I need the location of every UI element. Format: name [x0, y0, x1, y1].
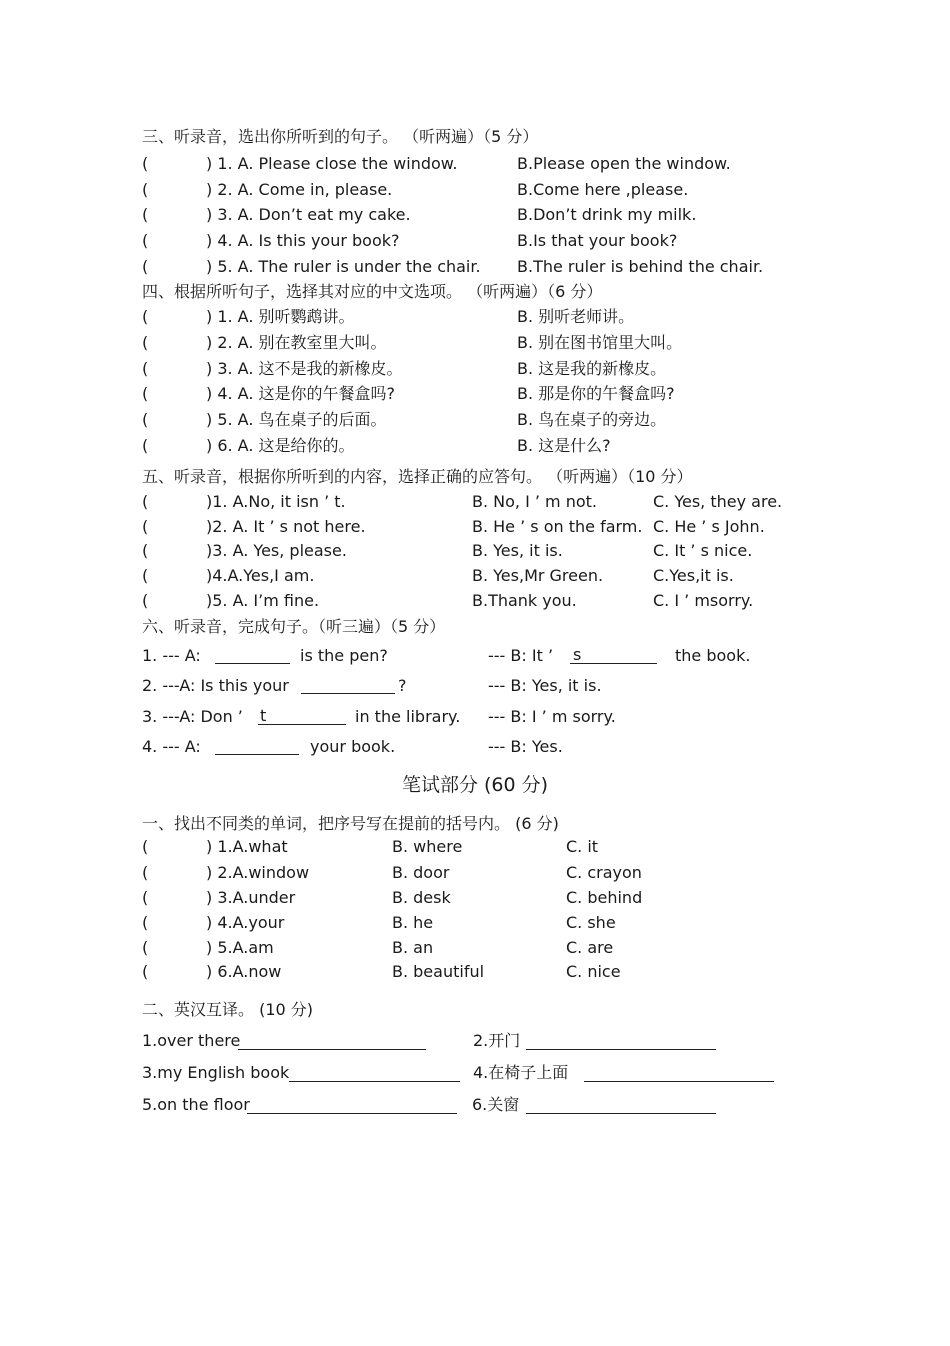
option-b: B.The ruler is behind the chair. [517, 257, 764, 276]
option-b: B. 这是什么? [517, 436, 611, 455]
option-a: ) 5. A. 鸟在桌子的后面。 [206, 410, 387, 429]
answer-blank[interactable] [289, 1065, 460, 1082]
answer-bracket: ( [142, 962, 149, 981]
option-a: ) 2.A.window [206, 863, 310, 882]
question-a: 4. --- A: [142, 737, 201, 756]
answer-bracket: ( [142, 384, 149, 403]
answer-bracket: ( [142, 307, 149, 326]
translate-left-prompt: 1.over there [142, 1031, 241, 1050]
answer-blank[interactable] [247, 1097, 457, 1114]
option-c: C. It ’ s nice. [653, 541, 753, 560]
translate-left-prompt: 5.on the floor [142, 1095, 250, 1114]
option-b: B.Is that your book? [517, 231, 678, 250]
translate-left-prompt: 3.my English book [142, 1063, 290, 1082]
option-b: B. Yes, it is. [472, 541, 563, 560]
option-b: B. No, I ’ m not. [472, 492, 598, 511]
answer-bracket: ( [142, 231, 149, 250]
answer-blank[interactable] [215, 647, 290, 664]
option-a: )2. A. It ’ s not here. [206, 517, 366, 536]
option-b: B. he [392, 913, 434, 932]
option-b: B.Don’t drink my milk. [517, 205, 697, 224]
option-a: ) 3.A.under [206, 888, 296, 907]
option-b: B. where [392, 837, 463, 856]
section4-header: 四、根据所听句子，选择其对应的中文选项。 （听两遍）（6 分） [142, 282, 603, 301]
option-b: B. an [392, 938, 434, 957]
section3-header: 三、听录音，选出你所听到的句子。 （听两遍）（5 分） [142, 127, 539, 146]
option-a: ) 4. A. Is this your book? [206, 231, 400, 250]
option-b: B.Please open the window. [517, 154, 731, 173]
option-b: B. desk [392, 888, 451, 907]
translate-right-prompt: 2.开门 [473, 1031, 521, 1050]
option-a: ) 1.A.what [206, 837, 288, 856]
option-b: B.Come here ,please. [517, 180, 689, 199]
option-a: )3. A. Yes, please. [206, 541, 347, 560]
option-b: B. 别听老师讲。 [517, 307, 635, 326]
answer-bracket: ( [142, 938, 149, 957]
written1-header: 一、找出不同类的单词，把序号写在提前的括号内。 (6 分) [142, 814, 559, 833]
section5-header: 五、听录音，根据你所听到的内容，选择正确的应答句。 （听两遍）（10 分） [142, 467, 693, 486]
answer-blank[interactable]: t [258, 706, 346, 725]
question-a-end: is the pen? [300, 646, 388, 665]
answer-bracket: ( [142, 517, 149, 536]
option-c: C. He ’ s John. [653, 517, 765, 536]
option-c: C. it [566, 837, 599, 856]
option-b: B. beautiful [392, 962, 485, 981]
option-a: ) 3. A. Don’t eat my cake. [206, 205, 411, 224]
option-a: ) 2. A. Come in, please. [206, 180, 393, 199]
answer-bracket: ( [142, 492, 149, 511]
section6-header: 六、听录音，完成句子。（听三遍）（5 分） [142, 617, 446, 636]
question-a: 1. --- A: [142, 646, 201, 665]
question-a-end: in the library. [355, 707, 461, 726]
question-b: --- B: It ’ [488, 646, 554, 665]
option-a: ) 6. A. 这是给你的。 [206, 436, 355, 455]
option-b: B. door [392, 863, 450, 882]
option-a: )4.A.Yes,I am. [206, 566, 315, 585]
answer-blank[interactable] [238, 1033, 426, 1050]
option-c: C. nice [566, 962, 621, 981]
option-c: C. crayon [566, 863, 642, 882]
answer-bracket: ( [142, 837, 149, 856]
option-a: ) 3. A. 这不是我的新橡皮。 [206, 359, 403, 378]
option-b: B. 别在图书馆里大叫。 [517, 333, 683, 352]
option-c: C. are [566, 938, 614, 957]
option-a: ) 6.A.now [206, 962, 282, 981]
option-a: ) 2. A. 别在教室里大叫。 [206, 333, 387, 352]
option-b: B. 这是我的新橡皮。 [517, 359, 667, 378]
option-a: )1. A.No, it isn ’ t. [206, 492, 346, 511]
option-a: ) 4.A.your [206, 913, 285, 932]
option-b: B. 那是你的午餐盒吗? [517, 384, 675, 403]
written-part-title: 笔试部分 (60 分) [401, 774, 549, 796]
answer-blank[interactable] [526, 1097, 716, 1114]
answer-bracket: ( [142, 566, 149, 585]
question-b-end: the book. [675, 646, 751, 665]
option-c: C. I ’ msorry. [653, 591, 754, 610]
option-c: C. behind [566, 888, 643, 907]
option-a: ) 1. A. Please close the window. [206, 154, 458, 173]
option-a: ) 4. A. 这是你的午餐盒吗? [206, 384, 396, 403]
answer-bracket: ( [142, 180, 149, 199]
answer-blank[interactable] [584, 1065, 774, 1082]
question-a-end: your book. [310, 737, 396, 756]
question-a: 2. ---A: Is this your [142, 676, 289, 695]
option-a: ) 5. A. The ruler is under the chair. [206, 257, 481, 276]
answer-bracket: ( [142, 863, 149, 882]
answer-bracket: ( [142, 257, 149, 276]
answer-blank[interactable] [301, 677, 395, 694]
answer-bracket: ( [142, 591, 149, 610]
question-a: 3. ---A: Don ’ [142, 707, 243, 726]
question-b: --- B: Yes, it is. [488, 676, 602, 695]
option-a: )5. A. I’m fine. [206, 591, 320, 610]
option-b: B.Thank you. [472, 591, 577, 610]
question-a-end: ? [398, 676, 407, 695]
option-a: ) 1. A. 别听鹦鹉讲。 [206, 307, 355, 326]
answer-bracket: ( [142, 436, 149, 455]
answer-bracket: ( [142, 888, 149, 907]
written2-header: 二、英汉互译。 (10 分) [142, 1000, 314, 1019]
option-c: C. she [566, 913, 616, 932]
option-a: ) 5.A.am [206, 938, 274, 957]
answer-bracket: ( [142, 154, 149, 173]
option-b: B. 鸟在桌子的旁边。 [517, 410, 667, 429]
option-b: B. Yes,Mr Green. [472, 566, 604, 585]
answer-bracket: ( [142, 410, 149, 429]
answer-bracket: ( [142, 359, 149, 378]
answer-blank[interactable] [215, 738, 299, 755]
option-b: B. He ’ s on the farm. [472, 517, 643, 536]
option-c: C. Yes, they are. [653, 492, 783, 511]
answer-blank[interactable]: s [570, 645, 657, 664]
question-b: --- B: Yes. [488, 737, 563, 756]
answer-bracket: ( [142, 913, 149, 932]
answer-bracket: ( [142, 205, 149, 224]
answer-bracket: ( [142, 333, 149, 352]
answer-blank[interactable] [526, 1033, 716, 1050]
question-b: --- B: I ’ m sorry. [488, 707, 616, 726]
translate-right-prompt: 6.关窗 [472, 1095, 520, 1114]
answer-bracket: ( [142, 541, 149, 560]
option-c: C.Yes,it is. [653, 566, 734, 585]
translate-right-prompt: 4.在椅子上面 [473, 1063, 569, 1082]
